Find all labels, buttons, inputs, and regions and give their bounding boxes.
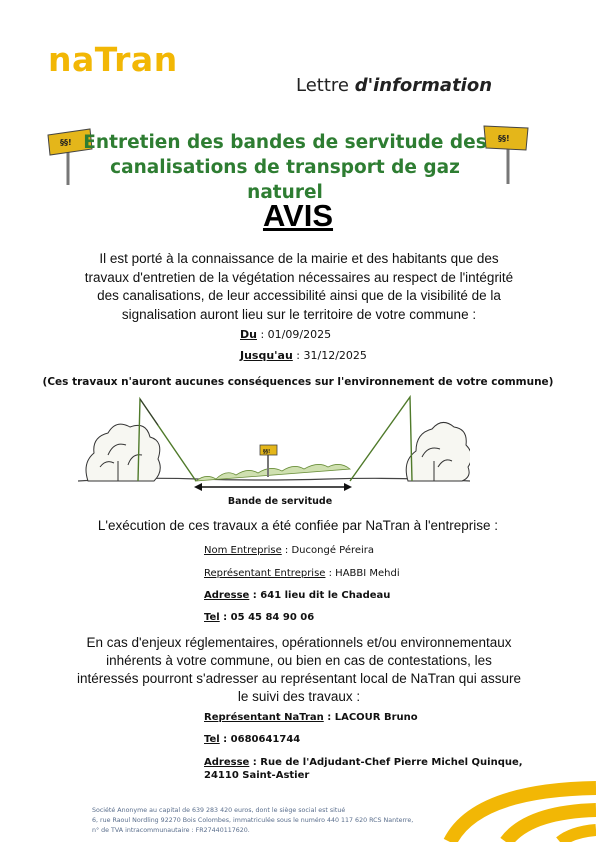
- footer-line: n° de TVA intracommunautaire : FR27440117620.: [92, 827, 250, 834]
- local-tel-field: [204, 734, 300, 745]
- concern-paragraph: [62, 634, 536, 706]
- easement-band-diagram: [78, 395, 470, 495]
- company-address-field: [204, 590, 390, 601]
- company-address-label: Adresse: [204, 590, 250, 601]
- concern-line: En cas d'enjeux réglementaires, opérationnels et/ou environnementaux: [86, 635, 512, 650]
- natran-logo: naTran: [48, 40, 178, 79]
- environment-note: (Ces travaux n'auront aucunes conséquences sur l'environnement de votre commune): [42, 376, 554, 388]
- left-trees-illustration: [86, 424, 160, 481]
- sign-marker-text: §§!: [498, 134, 510, 143]
- intro-line: signalisation auront lieu sur le territoire de votre commune :: [121, 306, 477, 322]
- center-marker-text: §§!: [263, 449, 271, 455]
- end-date-value: : 31/12/2025: [292, 349, 367, 362]
- right-trees-illustration: [406, 422, 470, 481]
- execution-intro: L'exécution de ces travaux a été confiée par NaTran à l'entreprise :: [97, 518, 499, 533]
- local-address-value-line-2: 24110 Saint-Astier: [204, 770, 310, 781]
- company-rep-label: Représentant Entreprise: [204, 568, 326, 579]
- intro-line: des canalisations, de leur accessibilité ainsi que de la visibilité de la: [97, 288, 501, 303]
- company-rep-value: : HABBI Mehdi: [325, 568, 400, 579]
- company-tel-field: [204, 612, 314, 623]
- local-address-value-line-1: : Rue de l'Adjudant-Chef Pierre Michel Quinque,: [249, 757, 523, 768]
- local-tel-value: : 0680641744: [219, 734, 301, 745]
- concern-line: intéressés pourront s'adresser au représentant local de NaTran qui assure: [76, 671, 522, 686]
- intro-line: Il est porté à la connaissance de la mairie et des habitants que des: [99, 251, 499, 266]
- footer-line: Société Anonyme au capital de 639 283 420 euros, dont le siège social est situé: [92, 807, 346, 814]
- company-rep-field: [204, 568, 400, 579]
- company-value: : Ducongé Péreira: [281, 545, 375, 556]
- end-date-label: Jusqu'au: [240, 349, 293, 362]
- title-line-2: canalisations de transport de gaz naturel: [110, 157, 460, 203]
- concern-line: inhérents à votre commune, ou bien en cas de contestations, les: [106, 653, 492, 668]
- company-label: Nom Entreprise: [204, 545, 282, 556]
- local-rep-field: [204, 712, 418, 723]
- intro-line: travaux d'entretien de la végétation nécessaires au respect de l'intégrité: [84, 269, 514, 285]
- decorative-arcs-icon: [436, 772, 596, 842]
- local-rep-label: Représentant NaTran: [204, 712, 324, 723]
- footer-line: 6, rue Raoul Nordling 92270 Bois Colombes, immatriculée sous le numéro 440 117 620 RCS Nanterre,: [92, 817, 414, 824]
- end-date: [240, 349, 367, 362]
- company-tel-label: Tel: [204, 612, 220, 623]
- title-line-1: Entretien des bandes de servitude des: [83, 132, 487, 153]
- information-phrase: d'information: [354, 75, 493, 96]
- local-rep-value: : LACOUR Bruno: [323, 712, 418, 723]
- legal-footer: [92, 806, 432, 836]
- local-address-label: Adresse: [204, 757, 250, 768]
- concern-line: le suivi des travaux :: [237, 689, 361, 704]
- company-field: [204, 545, 374, 556]
- intro-paragraph: [62, 250, 536, 324]
- avis-heading-text: AVIS: [262, 198, 334, 233]
- document-type-label: [296, 75, 492, 96]
- start-date-label: Du: [240, 328, 257, 341]
- sign-marker-text: §§!: [60, 138, 72, 147]
- start-date: [240, 328, 331, 341]
- lettre-word: Lettre: [296, 75, 349, 96]
- company-tel-value: : 05 45 84 90 06: [219, 612, 315, 623]
- local-tel-label: Tel: [204, 734, 220, 745]
- avis-heading: [0, 198, 596, 234]
- company-address-value: : 641 lieu dit le Chadeau: [249, 590, 391, 601]
- document-title: [80, 130, 490, 205]
- start-date-value: : 01/09/2025: [256, 328, 332, 341]
- band-label: Bande de servitude: [227, 496, 333, 507]
